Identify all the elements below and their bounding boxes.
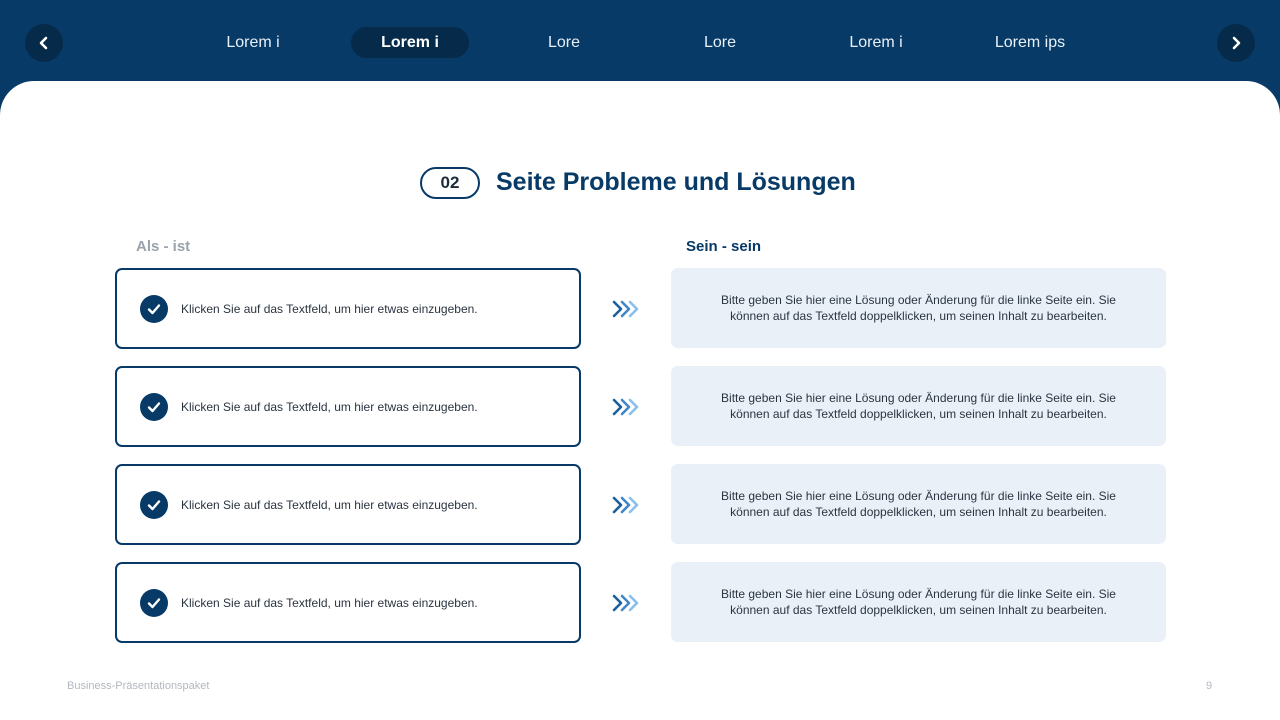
page-number: 9	[1206, 680, 1213, 692]
solution-text[interactable]: Bitte geben Sie hier eine Lösung oder Änderung für die linke Seite ein. Sie können auf das Textfeld doppelklicken, um seinen Inhalt zu bearbeiten.	[721, 489, 1116, 519]
solution-box[interactable]	[671, 366, 1166, 446]
check-icon	[140, 393, 168, 421]
solution-text[interactable]: Bitte geben Sie hier eine Lösung oder Änderung für die linke Seite ein. Sie können auf das Textfeld doppelklicken, um seinen Inhalt zu bearbeiten.	[721, 293, 1116, 323]
triple-chevron-arrow-icon	[611, 593, 641, 613]
problem-box[interactable]	[115, 268, 581, 349]
problem-box[interactable]	[115, 562, 581, 643]
next-slide-button[interactable]	[1217, 24, 1255, 62]
footer-title: Business-Präsentationspaket	[67, 680, 210, 692]
page-title: Seite Probleme und Lösungen	[496, 168, 856, 196]
triple-chevron-arrow-icon	[611, 397, 641, 417]
solution-text[interactable]: Bitte geben Sie hier eine Lösung oder Änderung für die linke Seite ein. Sie können auf das Textfeld doppelklicken, um seinen Inhalt zu bearbeiten.	[721, 391, 1116, 421]
triple-chevron-arrow-icon	[611, 299, 641, 319]
chevron-right-icon	[1229, 36, 1243, 50]
triple-chevron-arrow-icon	[611, 495, 641, 515]
solution-box[interactable]	[671, 464, 1166, 544]
check-icon	[140, 589, 168, 617]
problem-text[interactable]: Klicken Sie auf das Textfeld, um hier etwas einzugeben.	[181, 595, 478, 610]
column-header-target: Sein - sein	[686, 238, 762, 255]
problem-text[interactable]: Klicken Sie auf das Textfeld, um hier etwas einzugeben.	[181, 301, 478, 316]
problem-box[interactable]	[115, 366, 581, 447]
tab-2-active[interactable]: Lorem i	[351, 27, 469, 58]
slide-content	[0, 81, 1280, 720]
problem-box[interactable]	[115, 464, 581, 545]
column-header-current: Als - ist	[136, 238, 191, 255]
chevron-left-icon	[37, 36, 51, 50]
solution-box[interactable]	[671, 562, 1166, 642]
tab-1[interactable]: Lorem i	[226, 33, 280, 51]
check-icon	[140, 295, 168, 323]
check-icon	[140, 491, 168, 519]
solution-text[interactable]: Bitte geben Sie hier eine Lösung oder Änderung für die linke Seite ein. Sie können auf das Textfeld doppelklicken, um seinen Inhalt zu bearbeiten.	[721, 587, 1116, 617]
section-number-badge: 02	[420, 167, 480, 199]
section-title-row	[0, 167, 1280, 199]
tab-5[interactable]: Lorem i	[849, 33, 903, 51]
problem-text[interactable]: Klicken Sie auf das Textfeld, um hier etwas einzugeben.	[181, 399, 478, 414]
prev-slide-button[interactable]	[25, 24, 63, 62]
problem-text[interactable]: Klicken Sie auf das Textfeld, um hier etwas einzugeben.	[181, 497, 478, 512]
solution-box[interactable]	[671, 268, 1166, 348]
tab-6[interactable]: Lorem ips	[994, 33, 1066, 51]
tab-3[interactable]: Lore	[547, 33, 581, 51]
tab-4[interactable]: Lore	[703, 33, 737, 51]
